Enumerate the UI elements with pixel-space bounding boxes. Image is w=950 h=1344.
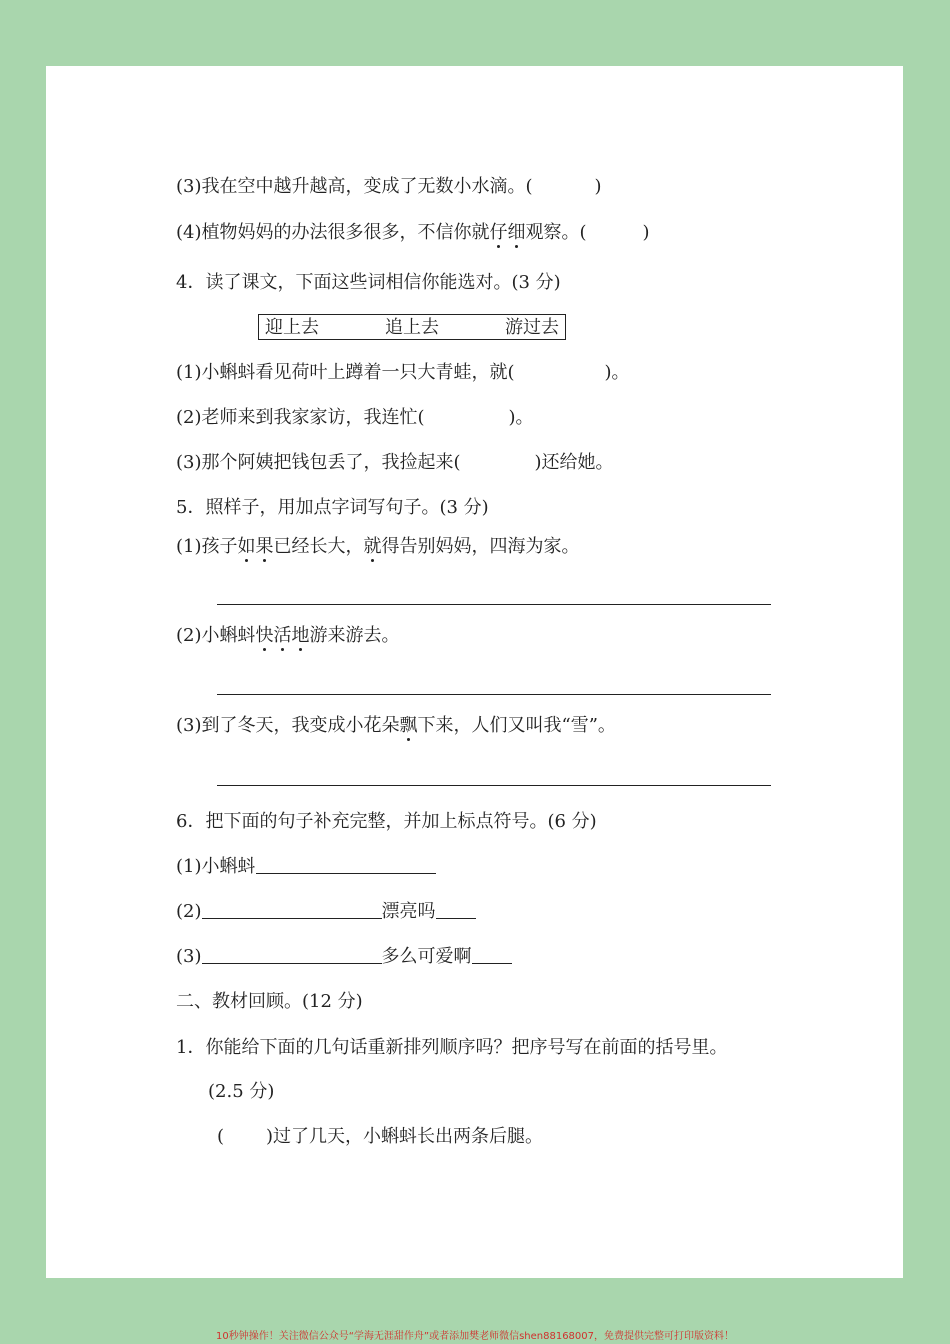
word-option: 追上去 bbox=[385, 317, 439, 338]
q4-item-1: (1)小蝌蚪看见荷叶上蹲着一只大青蛙，就( )。 bbox=[176, 362, 630, 383]
dotted-char: 就 bbox=[363, 536, 382, 557]
fill-blank[interactable] bbox=[256, 855, 436, 874]
worksheet-page bbox=[46, 66, 903, 1278]
q5-title: 5．照样子，用加点字词写句子。(3 分) bbox=[176, 497, 489, 518]
q6-item-1: (1)小蝌蚪 bbox=[176, 855, 436, 879]
dotted-char: 活 bbox=[273, 625, 292, 646]
punctuation-blank[interactable] bbox=[472, 945, 512, 964]
q5-item-2: (2)小蝌蚪快活地游来游去。 bbox=[176, 625, 400, 646]
q3-item-4: (4)植物妈妈的办法很多很多，不信你就仔细观察。( ) bbox=[176, 222, 650, 243]
word-option: 游过去 bbox=[505, 317, 559, 338]
q4-title: 4．读了课文，下面这些词相信你能选对。(3 分) bbox=[176, 272, 561, 293]
promo-footer: 10秒钟操作！关注微信公众号“学海无涯甜作舟”或者添加樊老师微信shen88168007，免费提供完整可打印版资料！ bbox=[215, 1331, 735, 1342]
word-choice-box bbox=[258, 314, 566, 340]
q4-item-3: (3)那个阿姨把钱包丢了，我捡起来( )还给她。 bbox=[176, 452, 614, 473]
fill-blank[interactable] bbox=[202, 945, 382, 964]
answer-line[interactable] bbox=[217, 604, 771, 605]
dotted-char: 如 bbox=[237, 536, 256, 557]
dotted-char: 飘 bbox=[399, 715, 418, 736]
q4-item-2: (2)老师来到我家家访，我连忙( )。 bbox=[176, 407, 534, 428]
q6-item-2: (2) 漂亮吗 bbox=[176, 900, 476, 924]
part2-q1-score: (2.5 分) bbox=[208, 1081, 275, 1102]
dotted-char: 仔 bbox=[489, 222, 508, 243]
q6-item-3: (3) 多么可爱啊 bbox=[176, 945, 512, 969]
fill-blank[interactable] bbox=[202, 900, 382, 919]
dotted-char: 快 bbox=[255, 625, 274, 646]
q5-item-1: (1)孩子如果已经长大，就得告别妈妈，四海为家。 bbox=[176, 536, 580, 557]
part2-title: 二、教材回顾。(12 分) bbox=[176, 991, 363, 1012]
dotted-char: 地 bbox=[291, 625, 310, 646]
word-option: 迎上去 bbox=[265, 317, 319, 338]
q6-title: 6．把下面的句子补充完整，并加上标点符号。(6 分) bbox=[176, 811, 597, 832]
q5-item-3: (3)到了冬天，我变成小花朵飘下来，人们又叫我“雪”。 bbox=[176, 715, 616, 736]
answer-line[interactable] bbox=[217, 785, 771, 786]
dotted-char: 细 bbox=[507, 222, 526, 243]
answer-line[interactable] bbox=[217, 694, 771, 695]
part2-q1-title: 1．你能给下面的几句话重新排列顺序吗？把序号写在前面的括号里。 bbox=[176, 1037, 728, 1058]
part2-q1-item-1: ( )过了几天，小蝌蚪长出两条后腿。 bbox=[217, 1126, 544, 1147]
dotted-char: 果 bbox=[255, 536, 274, 557]
q3-item-3: (3)我在空中越升越高，变成了无数小水滴。( ) bbox=[176, 176, 602, 197]
punctuation-blank[interactable] bbox=[436, 900, 476, 919]
